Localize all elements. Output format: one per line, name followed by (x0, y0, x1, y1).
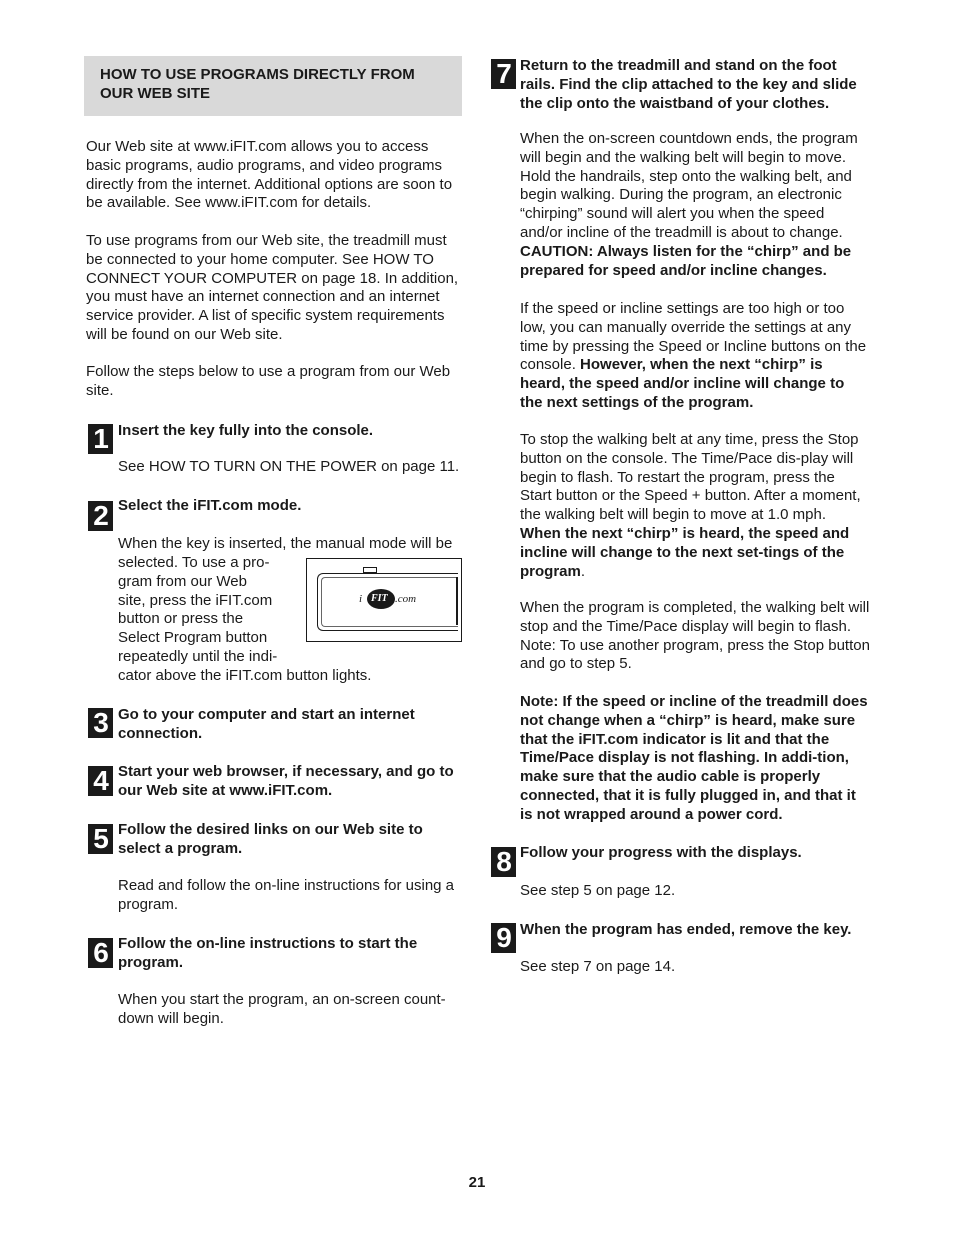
step-body (520, 130, 870, 280)
step-text: . (580, 562, 586, 580)
step-body (520, 300, 870, 413)
step-title: Follow the desired links on our Web site to select a program. (118, 821, 423, 857)
step-body-line: gram from our Web (118, 572, 247, 590)
emphasis-text: However, when the next “chirp” is heard, the speed and/or incline will change to the next settings of the program. (520, 356, 845, 411)
step-body: When the key is inserted, the manual mode will be (118, 535, 453, 552)
note-text: Note: If the speed or incline of the treadmill does not change when a “chirp” is heard, make sure that the iFIT.com indicator is lit and that the Time/Pace display is not flashing. In addi-tion, make sure that the audio cable is properly connected, that it is fully plugged in, and that it is not wrapped around a power cord. (520, 693, 868, 823)
console-edge (456, 577, 458, 625)
step-body (520, 431, 870, 581)
intro-paragraph: Follow the steps below to use a program from our Web site. (86, 363, 451, 399)
step-body: See HOW TO TURN ON THE POWER on page 11. (118, 458, 460, 475)
caution-text: CAUTION: Always listen for the “chirp” and be prepared for speed and/or incline changes. (520, 242, 852, 279)
step-body-line: repeatedly until the indi- (118, 647, 278, 665)
step-text: If the speed or incline settings are too high or too low, you can manually override the settings at any time by pressing the Speed or Incline buttons on the console. (520, 300, 867, 374)
step-number-4: 4 (88, 766, 113, 796)
section-title: HOW TO USE PROGRAMS DIRECTLY FROM OUR WEB SITE (100, 66, 415, 102)
emphasis-text: When the next “chirp” is heard, the speed and incline will change to the next set-tings of the program (520, 524, 850, 580)
section-header (84, 56, 462, 116)
step-title: When the program has ended, remove the key. (520, 921, 852, 938)
step-number-7: 7 (491, 59, 516, 89)
step-body-line: button or press the (118, 610, 244, 628)
step-body: When you start the program, an on-screen count-down will begin. (118, 991, 446, 1027)
step-text: To stop the walking belt at any time, press the Stop button on the console. The Time/Pace dis-play will begin to flash. To restart the program, press the Start button or the Speed + button. After a moment, the walking belt will begin to move at 1.0 mph. (520, 431, 861, 524)
step-number-2: 2 (88, 501, 113, 531)
step-number-1: 1 (88, 424, 113, 454)
intro-paragraph: Our Web site at www.iFIT.com allows you to access basic programs, audio programs, and video programs directly from the internet. Additional options are soon to be available. See www.iFIT.com for details. (86, 138, 453, 212)
ifit-indicator-light (363, 567, 377, 573)
step-number-6: 6 (88, 938, 113, 968)
ifit-logo-prefix: i (359, 593, 363, 605)
ifit-com-button (347, 587, 417, 611)
ifit-logo-badge-text: FIT (371, 593, 388, 604)
console-illustration (306, 558, 462, 642)
step-title: Go to your computer and start an internet connection. (118, 706, 415, 742)
step-body-line: selected. To use a pro- (118, 554, 270, 571)
intro-paragraph: To use programs from our Web site, the treadmill must be connected to your home computer. See HOW TO CONNECT YOUR COMPUTER on page 18. In addition, you must have an internet connection and an internet service provider. A list of specific system requirements will be found on our Web site. (86, 232, 459, 343)
step-title: Insert the key fully into the console. (118, 422, 374, 439)
step-title: Follow your progress with the displays. (520, 844, 802, 861)
step-title: Start your web browser, if necessary, and go to our Web site at www.iFIT.com. (118, 763, 454, 799)
step-body: Read and follow the on-line instructions for using a program. (118, 877, 455, 913)
step-body: cator above the iFIT.com button lights. (118, 667, 372, 684)
step-body-line: site, press the iFIT.com (118, 591, 273, 609)
step-title: Follow the on-line instructions to start the program. (118, 935, 418, 971)
step-body: See step 5 on page 12. (520, 882, 676, 899)
step-title: Select the iFIT.com mode. (118, 497, 302, 514)
step-body: When the program is completed, the walking belt will stop and the Time/Pace display will begin to flash. Note: To use another program, press the Stop button and go to step 5. (520, 599, 870, 673)
step-body-wrap (118, 554, 298, 667)
step-number-8: 8 (491, 847, 516, 877)
step-number-5: 5 (88, 824, 113, 854)
page-number: 21 (468, 1174, 486, 1191)
step-number-3: 3 (88, 708, 113, 738)
ifit-logo-suffix: .com (395, 593, 417, 605)
step-text: When the on-screen countdown ends, the program will begin and the walking belt will begin to move. Hold the handrails, step onto the walking belt, and begin walking. During the program, an electronic “chirping” sound will alert you when the speed and/or incline of the treadmill is about to change. (520, 130, 858, 241)
step-body-line: Select Program button (118, 629, 268, 647)
step-body: See step 7 on page 14. (520, 958, 676, 975)
step-number-9: 9 (491, 923, 516, 953)
step-title: Return to the treadmill and stand on the foot rails. Find the clip attached to the key and slide the clip onto the waistband of your clothes. (520, 57, 857, 112)
